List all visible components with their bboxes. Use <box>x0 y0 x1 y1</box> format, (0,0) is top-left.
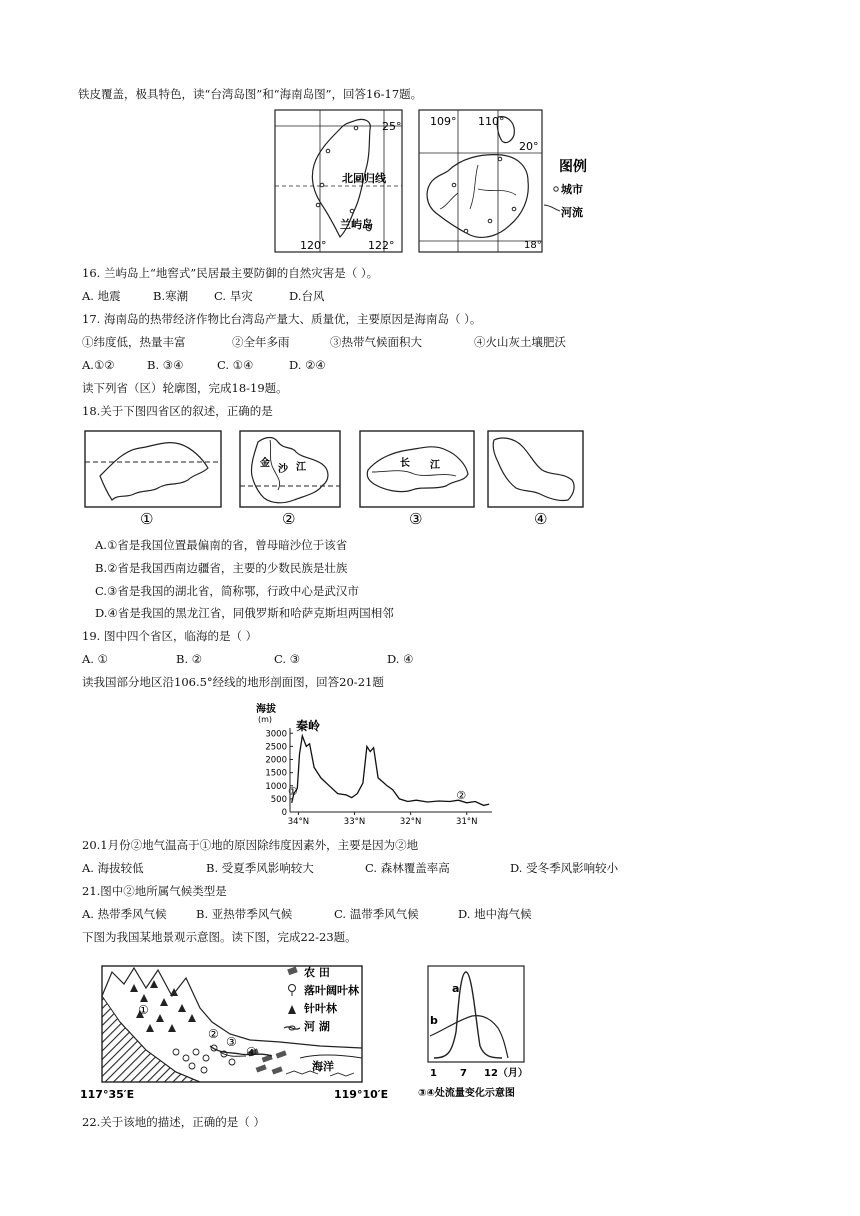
jinsha-char-2: 沙 <box>278 464 288 475</box>
q20-option-b: B. 受夏季风影响较大 <box>206 861 314 875</box>
legend-conifer: 针叶林 <box>304 1002 337 1015</box>
province-label-3: ③ <box>409 510 423 528</box>
flow-xtick-7: 7 <box>460 1068 467 1079</box>
province-label-2: ② <box>282 510 296 528</box>
conifer-tree-icon <box>288 1005 296 1014</box>
profile-ytick: 3000 <box>265 729 287 740</box>
jinsha-char-3: 江 <box>296 462 306 473</box>
q17-option-c: C. ①④ <box>217 358 254 372</box>
terrain-profile-chart <box>252 700 497 832</box>
profile-ytick: 2500 <box>265 742 287 753</box>
city-icon <box>554 187 558 191</box>
q16-option-d: D.台风 <box>289 289 325 303</box>
q18-option-c: C.③省是我国的湖北省，简称鄂，行政中心是武汉市 <box>95 584 359 598</box>
q17-statement-4: ④火山灰土壤肥沃 <box>474 335 566 349</box>
q17-option-a: A.①② <box>82 358 115 372</box>
taiwan-map <box>274 109 404 254</box>
legend-farmland: 农 田 <box>304 966 330 979</box>
flow-curve-a <box>434 972 502 1058</box>
q18-option-b: B.②省是我国西南边疆省，主要的少数民族是壮族 <box>95 561 348 575</box>
q21-option-d: D. 地中海气候 <box>458 907 532 921</box>
q21-stem: 21.图中②地所属气候类型是 <box>82 884 227 898</box>
lat-25-label: 25° <box>382 120 402 133</box>
flow-xtick-1: 1 <box>430 1068 437 1079</box>
q19-option-b: B. ② <box>176 652 203 666</box>
legend-river: 河流 <box>561 206 583 219</box>
flow-caption: ③④处流量变化示意图 <box>418 1088 515 1099</box>
profile-xtick: 34°N <box>287 817 310 827</box>
q17-statement-3: ③热带气候面积大 <box>330 335 422 349</box>
q21-option-b: B. 亚热带季风气候 <box>196 907 293 921</box>
profile-xtick: 33°N <box>343 817 366 827</box>
river-icon <box>544 205 560 211</box>
q20-option-d: D. 受冬季风影响较小 <box>510 861 619 875</box>
landscape-mark-1: ① <box>138 1003 149 1017</box>
landscape-mark-3: ③ <box>226 1035 237 1049</box>
intro-profile: 读我国部分地区沿106.5°经线的地形剖面图，回答20-21题 <box>82 675 384 689</box>
q16-option-c: C. 旱灾 <box>214 289 253 303</box>
profile-xtick: 31°N <box>456 817 478 827</box>
legend-title: 图例 <box>559 159 587 175</box>
q17-statement-1: ①纬度低，热量丰富 <box>82 335 186 349</box>
profile-xtick: 32°N <box>399 817 422 827</box>
q19-option-a: A. ① <box>82 652 108 666</box>
q16-stem: 16. 兰屿岛上“地窖式”民居最主要防御的自然灾害是（ ）。 <box>82 266 379 280</box>
landscape-mark-2: ② <box>208 1027 219 1041</box>
profile-ylabel-2: (m) <box>258 715 273 724</box>
flow-xtick-12: 12（月） <box>484 1068 528 1079</box>
q18-option-a: A.①省是我国位置最偏南的省，曾母暗沙位于该省 <box>95 538 348 552</box>
lon-109-label: 109° <box>430 115 457 128</box>
lon-right-label: 119°10′E <box>334 1088 389 1101</box>
q20-option-c: C. 森林覆盖率高 <box>365 861 450 875</box>
province-outlines <box>82 428 592 528</box>
flow-curve-a-label: a <box>452 982 460 995</box>
q17-statement-2: ②全年多雨 <box>232 335 290 349</box>
lon-left-label: 117°35′E <box>80 1088 135 1101</box>
q20-stem: 20.1月份②地气温高于①地的原因除纬度因素外，主要是因为②地 <box>82 838 419 852</box>
legend-city: 城市 <box>561 183 583 196</box>
q20-option-a: A. 海拔较低 <box>82 861 144 875</box>
q16-option-b: B.寒潮 <box>153 289 189 303</box>
lat-20-label: 20° <box>519 140 539 153</box>
profile-peak-label: 秦岭 <box>296 719 321 733</box>
q19-stem: 19. 图中四个省区，临海的是（ ） <box>82 629 258 643</box>
q18-stem: 18.关于下图四省区的叙述，正确的是 <box>82 404 273 418</box>
changjiang-char-2: 江 <box>430 460 440 471</box>
province-label-1: ① <box>140 510 154 528</box>
q21-option-c: C. 温带季风气候 <box>334 907 419 921</box>
landscape-sketch <box>80 962 389 1104</box>
q17-option-b: B. ③④ <box>147 358 184 372</box>
profile-ylabel-1: 海拔 <box>256 704 276 715</box>
profile-ytick: 0 <box>281 808 287 818</box>
q19-option-c: C. ③ <box>274 652 301 666</box>
profile-ytick: 2000 <box>265 755 287 766</box>
province-label-4: ④ <box>534 510 548 528</box>
profile-ytick: 500 <box>270 794 287 805</box>
flow-curve-b-label: b <box>430 1014 438 1027</box>
tropic-label: 北回归线 <box>342 172 386 185</box>
flow-change-chart <box>418 962 536 1104</box>
q22-stem: 22.关于该地的描述，正确的是（ ） <box>82 1115 265 1129</box>
profile-point-label-1: ① <box>287 784 298 798</box>
profile-point-label-2: ② <box>456 788 467 802</box>
flow-curve-b <box>430 1016 508 1058</box>
profile-ytick: 1000 <box>265 781 287 792</box>
farmland-icon <box>287 966 298 975</box>
hainan-map <box>418 109 618 254</box>
q18-option-d: D.④省是我国的黑龙江省，同俄罗斯和哈萨克斯坦两国相邻 <box>95 606 394 620</box>
jinsha-char-1: 金 <box>260 458 270 469</box>
legend-river-lake: 河 湖 <box>304 1020 330 1033</box>
q21-option-a: A. 热带季风气候 <box>82 907 167 921</box>
deciduous-tree-icon <box>289 985 296 997</box>
q17-stem: 17. 海南岛的热带经济作物比台湾岛产量大、质量优，主要原因是海南岛（ ）。 <box>82 312 482 326</box>
legend-deciduous: 落叶阔叶林 <box>304 984 359 997</box>
intro-landscape: 下图为我国某地景观示意图。读下图，完成22-23题。 <box>82 930 357 944</box>
intro-provinces: 读下列省（区）轮廓图，完成18-19题。 <box>82 381 288 395</box>
changjiang-char-1: 长 <box>400 458 410 469</box>
landscape-mark-4: ④ <box>246 1045 257 1059</box>
lon-110-label: 110° <box>478 115 505 128</box>
profile-ytick: 1500 <box>265 768 287 779</box>
lon-120-label: 120° <box>300 239 327 252</box>
lat-18-label: 18° <box>524 240 542 251</box>
q17-option-d: D. ②④ <box>289 358 326 372</box>
river-lake-icon <box>284 1026 300 1030</box>
intro-taiwan-hainan: 铁皮覆盖，极具特色，读“台湾岛图”和“海南岛图”，回答16-17题。 <box>78 87 423 101</box>
q16-option-a: A. 地震 <box>82 289 121 303</box>
lanyu-label: 兰屿岛 <box>340 218 373 231</box>
sea-label: 海洋 <box>312 1060 334 1073</box>
q19-option-d: D. ④ <box>387 652 414 666</box>
lon-122-label: 122° <box>368 239 395 252</box>
